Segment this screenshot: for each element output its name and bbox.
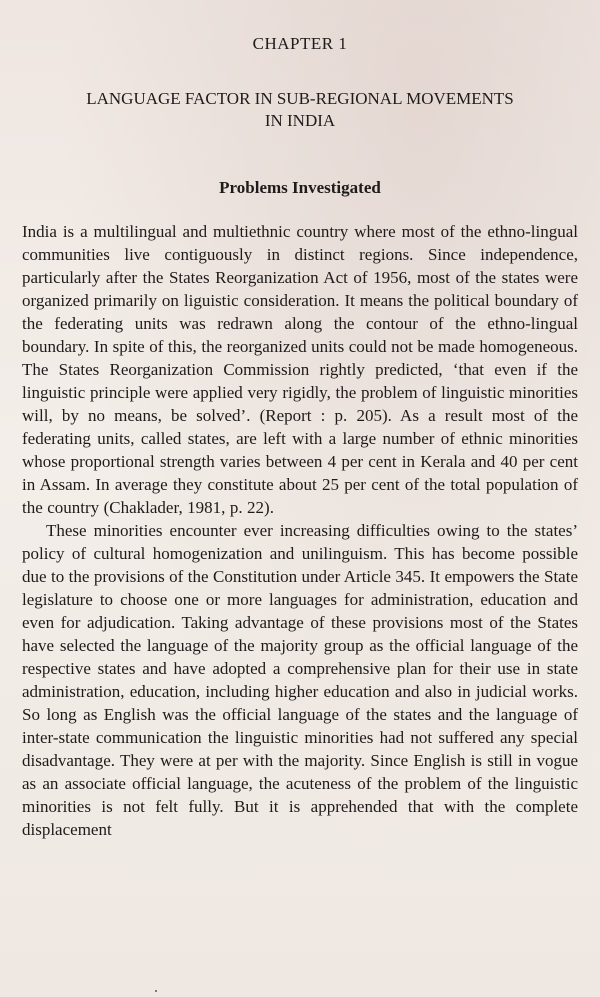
page-speck — [155, 990, 157, 992]
chapter-number: CHAPTER 1 — [252, 34, 348, 53]
chapter-title — [22, 88, 578, 132]
section-heading: Problems Investigated — [219, 178, 381, 197]
chapter-title-line-1: LANGUAGE FACTOR IN SUB-REGIONAL MOVEMENTS — [86, 89, 514, 108]
chapter-title-line-2: IN INDIA — [264, 111, 336, 130]
body-paragraph-1: India is a multilingual and multiethnic country where most of the ethno-lingual communities live contiguously in distinct regions. Since independence, particularly after the States Reorganization Act of 1956, most of the states were organized primarily on liguistic consideration. It means the political boundary of the federating units was redrawn along the contour of the ethno-lingual boundary. In spite of this, the reorganized units could not be made homogeneous. The States Reorganization Commission rightly predicted, ‘that even if the linguistic principle were applied very rigidly, the problem of linguistic minorities will, by no means, be solved’. (Report : p. 205). As a result most of the federating units, called states, are left with a large number of ethnic minorities whose proportional strength varies between 4 per cent in Kerala and 40 per cent in Assam. In average they constitute about 25 per cent of the total population of the country (Chaklader, 1981, p. 22). — [22, 222, 578, 517]
body-paragraph-2: These minorities encounter ever increasing difficulties owing to the states’ policy of cultural homogenization and unilinguism. This has become possible due to the provisions of the Constitution under Article 345. It empowers the State legislature to choose one or more languages for administration, education and even for adjudication. Taking advantage of these provisions most of the States have selected the language of the majority group as the official language of the respective states and have adopted a comprehensive plan for their use in state administration, education, including higher education and also in judicial works. So long as English was the official language of the states and the language of inter-state communication the linguistic minorities had not suffered any special disadvantage. They were at per with the majority. Since English is still in vogue as an associate official language, the acuteness of the problem of the linguistic minorities is not felt fully. But it is apprehended that with the complete displacement — [22, 521, 578, 839]
